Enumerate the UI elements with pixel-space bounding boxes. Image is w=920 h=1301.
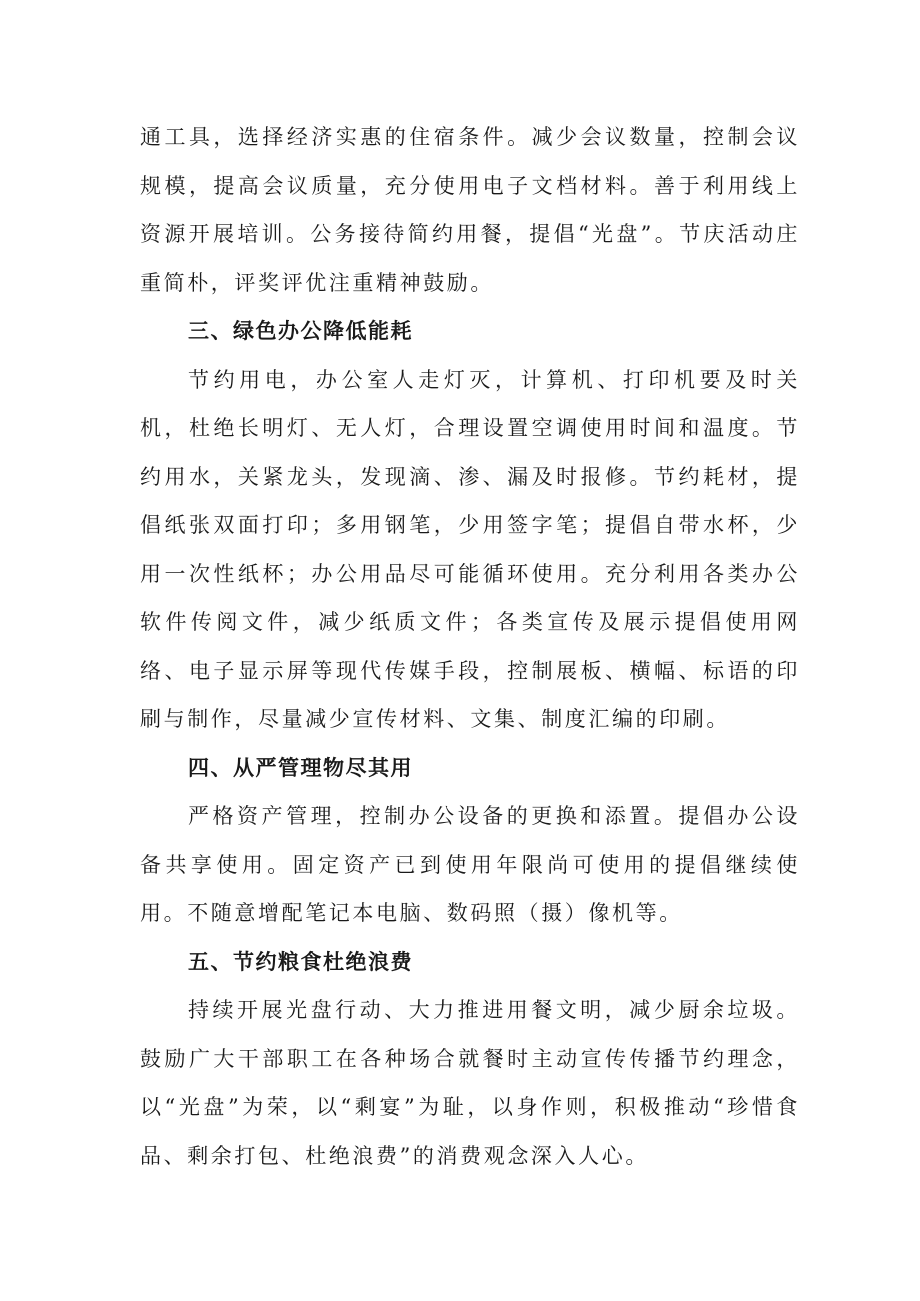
document-body bbox=[140, 113, 800, 1180]
section-heading-asset-management: 四、从严管理物尽其用 bbox=[188, 755, 413, 780]
paragraph-green-office: 节约用电，办公室人走灯灭，计算机、打印机要及时关机，杜绝长明灯、无人灯，合理设置空调使用时间和温度。节约用水，关紧龙头，发现滴、渗、漏及时报修。节约耗材，提倡纸张双面打印；多用钢笔，少用签字笔；提倡自带水杯，少用一次性纸杯；办公用品尽可能循环使用。充分利用各类办公软件传阅文件，减少纸质文件；各类宣传及展示提倡使用网络、电子显示屏等现代传媒手段，控制展板、横幅、标语的印刷与制作，尽量减少宣传材料、文集、制度汇编的印刷。 bbox=[140, 367, 800, 731]
section-heading-green-office: 三、绿色办公降低能耗 bbox=[188, 319, 413, 343]
paragraph-travel-meetings: 通工具，选择经济实惠的住宿条件。减少会议数量，控制会议规模，提高会议质量，充分使用电子文档材料。善于利用线上资源开展培训。公务接待简约用餐，提倡“光盘”。节庆活动庄重简朴，评奖评优注重精神鼓励。 bbox=[140, 125, 800, 295]
section-heading-save-food: 五、节约粮食杜绝浪费 bbox=[188, 949, 413, 974]
paragraph-asset-management: 严格资产管理，控制办公设备的更换和添置。提倡办公设备共享使用。固定资产已到使用年限尚可使用的提倡继续使用。不随意增配笔记本电脑、数码照（摄）像机等。 bbox=[140, 804, 800, 925]
paragraph-save-food: 持续开展光盘行动、大力推进用餐文明，减少厨余垃圾。鼓励广大干部职工在各种场合就餐时主动宣传传播节约理念，以“光盘”为荣，以“剩宴”为耻，以身作则，积极推动“珍惜食品、剩余打包、杜绝浪费”的消费观念深入人心。 bbox=[140, 998, 800, 1168]
